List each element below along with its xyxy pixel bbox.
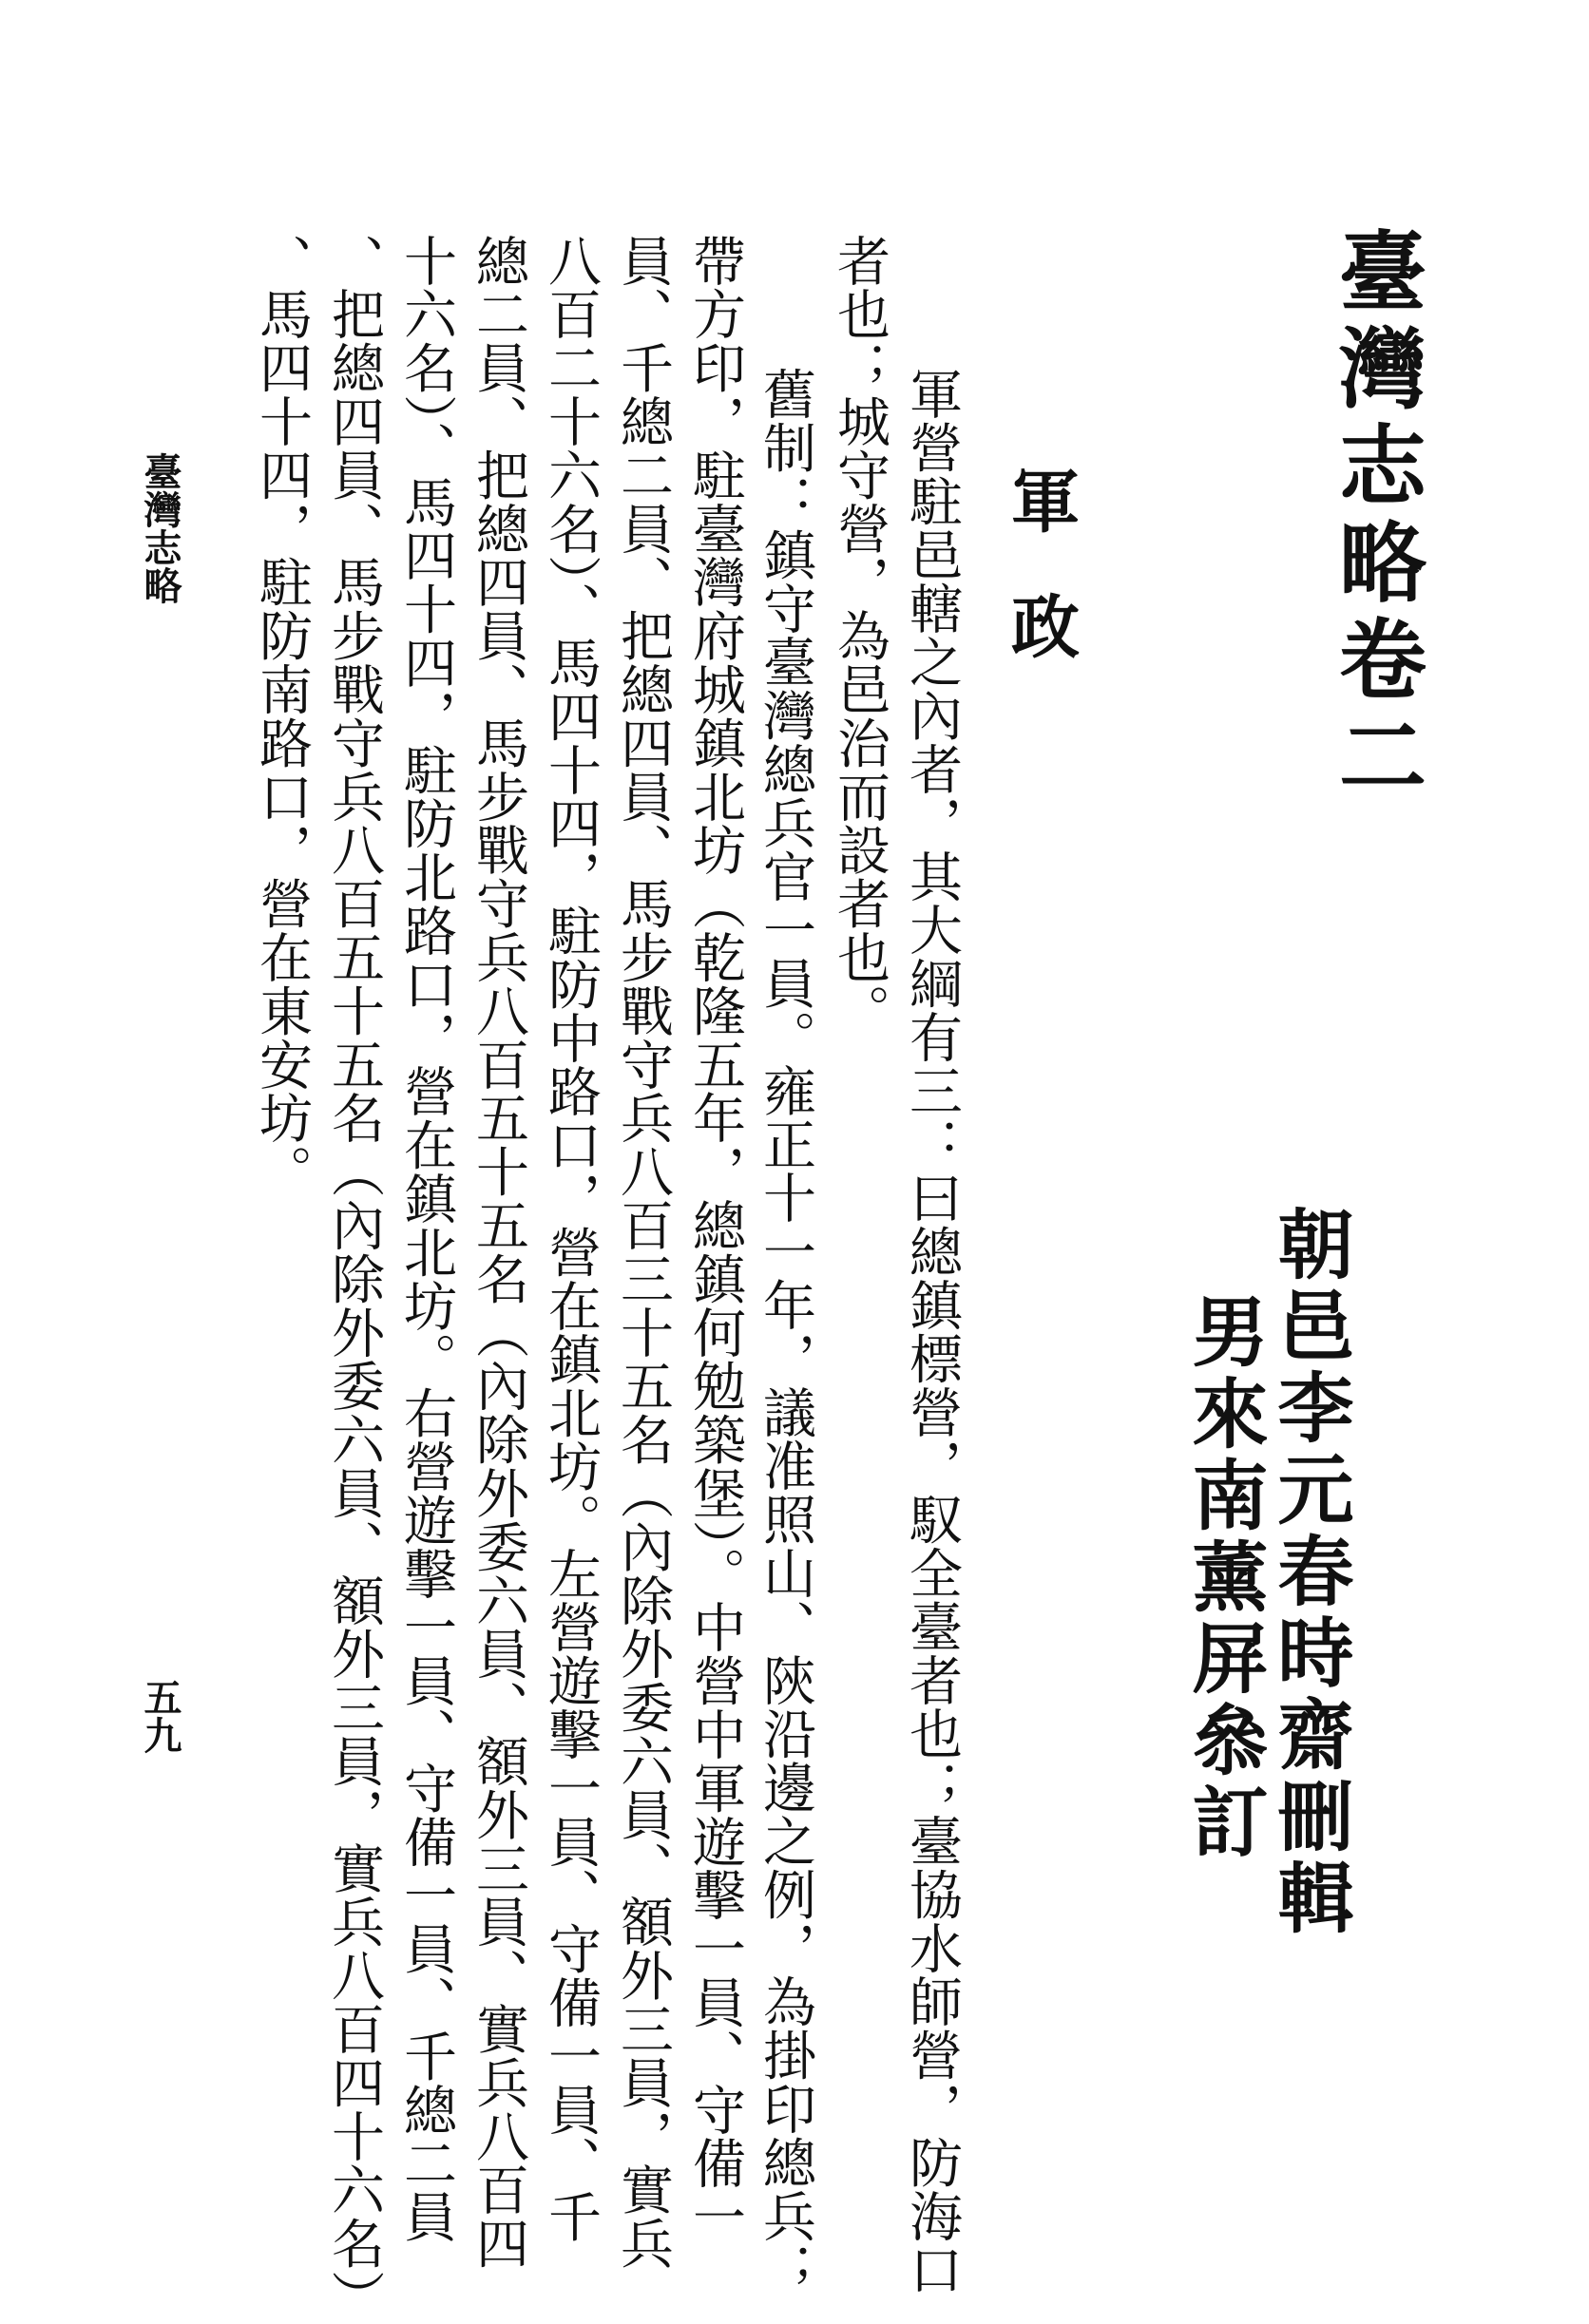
body-line: 十六名）、馬四十四，駐防北路口，營在鎮北坊。右營遊擊一員、守備一員、千總二員 [395,234,457,2244]
compiler-credit: 朝邑李元春時齋刪輯 [1265,1205,1354,1940]
volume-title: 臺灣志略卷二 [1325,226,1427,808]
body-line: 、馬四十四，駐防南路口，營在東安坊。 [251,234,313,1199]
body-line: 員、千總二員、把總四員、馬步戰守兵八百三十五名（內除外委六員、額外三員，實兵 [612,234,674,2271]
body-line: 者也；城守營，為邑治而設者也。 [829,234,890,1038]
body-line: 舊制：鎮守臺灣總兵官一員。雍正十一年，議准照山、陝沿邊之例，為掛印總兵； [755,314,816,2296]
section-title: 軍政 [1000,466,1081,716]
body-line: 、把總四員、馬步戰守兵八百五十五名（內除外委六員、額外三員，實兵八百四十六名） [323,234,385,2324]
margin-book-title: 臺灣志略 [138,452,182,604]
body-line: 總二員、把總四員、馬步戰守兵八百五十五名（內除外委六員、額外三員、實兵八百四 [468,234,529,2271]
body-line: 八百二十六名）、馬四十四，駐防中路口，營在鎮北坊。左營遊擊一員、守備一員、千 [540,234,602,2244]
body-line: 帶方印，駐臺灣府城鎮北坊（乾隆五年，總鎮何勉築堡）。中營中軍遊擊一員、守備一 [684,234,746,2244]
editor-credit: 男來南薰屏叅訂 [1179,1292,1269,1864]
body-line: 軍營駐邑轄之內者，其大綱有三：曰總鎮標營，馭全臺者也；臺協水師營，防海口 [901,314,963,2296]
page-number: 五九 [138,1678,182,1754]
